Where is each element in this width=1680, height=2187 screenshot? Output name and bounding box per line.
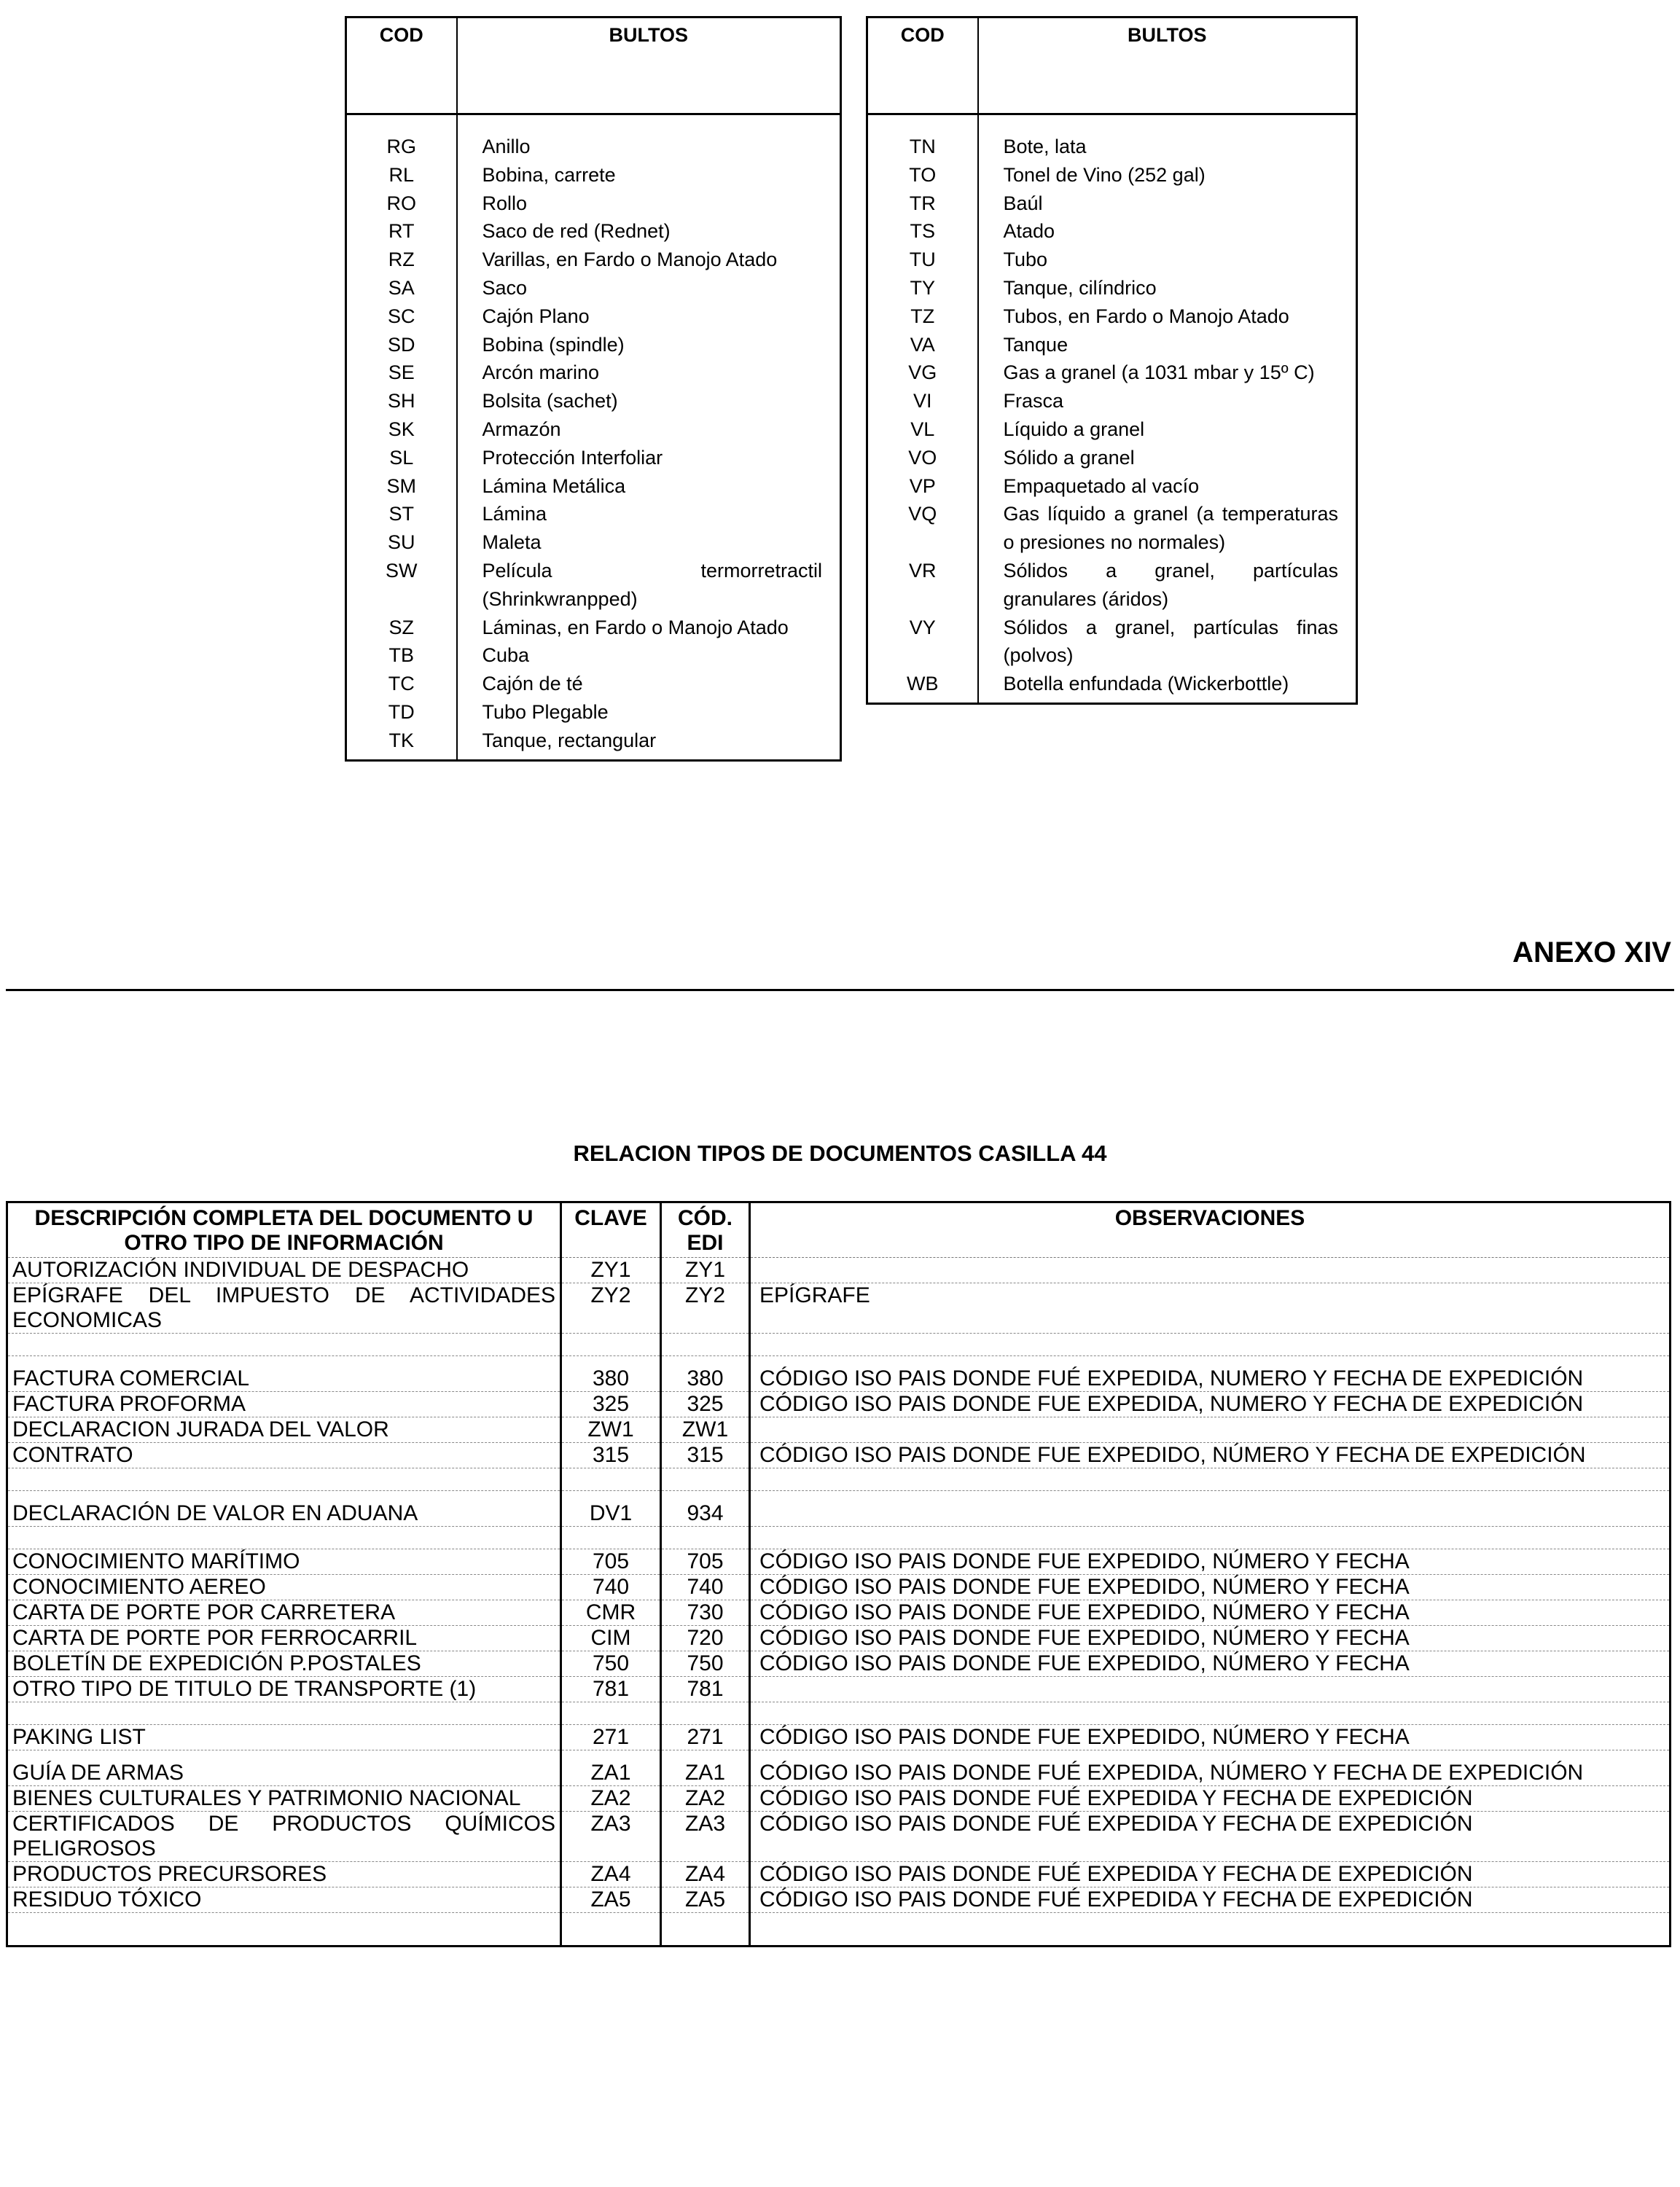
empty-cell bbox=[750, 1702, 1671, 1725]
document-description: CARTA DE PORTE POR FERROCARRIL bbox=[7, 1626, 561, 1651]
table-row bbox=[867, 670, 1357, 703]
package-description: Sólidos a granel, partículas finas (polvos) bbox=[1003, 616, 1338, 667]
table-row bbox=[346, 246, 841, 274]
table-row bbox=[7, 1626, 1671, 1651]
table-row bbox=[346, 189, 841, 218]
document-edi-code: 730 bbox=[661, 1600, 750, 1626]
package-code: VP bbox=[867, 472, 978, 501]
horizontal-rule bbox=[6, 989, 1674, 991]
package-description: Gas líquido a granel (a temperaturas o presiones no normales) bbox=[1003, 503, 1338, 554]
package-code: TS bbox=[867, 217, 978, 246]
document-edi-code: 934 bbox=[661, 1491, 750, 1527]
document-description: DECLARACION JURADA DEL VALOR bbox=[7, 1417, 561, 1443]
document-description: AUTORIZACIÓN INDIVIDUAL DE DESPACHO bbox=[7, 1258, 561, 1283]
package-code: TC bbox=[346, 670, 457, 698]
package-code: SC bbox=[346, 302, 457, 331]
table-row bbox=[346, 161, 841, 189]
empty-cell bbox=[7, 1913, 561, 1947]
empty-cell bbox=[7, 1527, 561, 1549]
document-description: BOLETÍN DE EXPEDICIÓN P.POSTALES bbox=[7, 1651, 561, 1677]
document-clave: 781 bbox=[561, 1677, 661, 1702]
table-row bbox=[346, 331, 841, 359]
table-row bbox=[867, 614, 1357, 670]
document-description: EPÍGRAFE DEL IMPUESTO DE ACTIVIDADES ECONOMICAS bbox=[7, 1283, 561, 1334]
document-clave: 325 bbox=[561, 1392, 661, 1417]
document-observations: CÓDIGO ISO PAIS DONDE FUE EXPEDIDO, NÚMERO Y FECHA DE EXPEDICIÓN bbox=[750, 1443, 1671, 1468]
table-row bbox=[7, 1549, 1671, 1575]
col-header-bultos: BULTOS bbox=[457, 17, 841, 114]
table-row bbox=[7, 1417, 1671, 1443]
document-clave: 271 bbox=[561, 1725, 661, 1750]
document-observations: CÓDIGO ISO PAIS DONDE FUE EXPEDIDO, NÚMERO Y FECHA bbox=[750, 1651, 1671, 1677]
table-row bbox=[867, 274, 1357, 302]
document-description: DECLARACIÓN DE VALOR EN ADUANA bbox=[7, 1491, 561, 1527]
package-description: Bolsita (sachet) bbox=[482, 390, 618, 412]
document-edi-code: 781 bbox=[661, 1677, 750, 1702]
table-row bbox=[346, 641, 841, 670]
package-code: TB bbox=[346, 641, 457, 670]
table-row bbox=[346, 415, 841, 444]
package-code: VY bbox=[867, 614, 978, 670]
package-description: Tanque, cilíndrico bbox=[1003, 276, 1157, 299]
document-description: CONTRATO bbox=[7, 1443, 561, 1468]
package-code: SD bbox=[346, 331, 457, 359]
package-description: Frasca bbox=[1003, 390, 1064, 412]
package-description: Cajón Plano bbox=[482, 305, 590, 327]
empty-cell bbox=[750, 1468, 1671, 1491]
document-description: PRODUCTOS PRECURSORES bbox=[7, 1862, 561, 1887]
document-description: CONOCIMIENTO MARÍTIMO bbox=[7, 1549, 561, 1575]
document-observations: CÓDIGO ISO PAIS DONDE FUÉ EXPEDIDA, NUMERO Y FECHA DE EXPEDICIÓN bbox=[750, 1356, 1671, 1392]
table-row bbox=[7, 1443, 1671, 1468]
document-observations bbox=[750, 1677, 1671, 1702]
package-description: Protección Interfoliar bbox=[482, 446, 663, 469]
package-code: VL bbox=[867, 415, 978, 444]
table-row bbox=[346, 302, 841, 331]
table-row bbox=[346, 698, 841, 727]
package-description: Líquido a granel bbox=[1003, 418, 1145, 440]
document-edi-code: 325 bbox=[661, 1392, 750, 1417]
package-code: VQ bbox=[867, 500, 978, 557]
package-code: RO bbox=[346, 189, 457, 218]
document-clave: DV1 bbox=[561, 1491, 661, 1527]
document-clave: ZA1 bbox=[561, 1750, 661, 1786]
table-row bbox=[346, 727, 841, 760]
documents-table bbox=[6, 1201, 1671, 1947]
spacer-row bbox=[7, 1702, 1671, 1725]
package-code: TN bbox=[867, 114, 978, 161]
table-row bbox=[346, 387, 841, 415]
document-edi-code: 271 bbox=[661, 1725, 750, 1750]
document-clave: 705 bbox=[561, 1549, 661, 1575]
table-row bbox=[867, 500, 1357, 557]
package-code: TY bbox=[867, 274, 978, 302]
package-code: SW bbox=[346, 557, 457, 614]
document-observations: CÓDIGO ISO PAIS DONDE FUÉ EXPEDIDA Y FECHA DE EXPEDICIÓN bbox=[750, 1786, 1671, 1812]
table-row bbox=[867, 387, 1357, 415]
empty-cell bbox=[561, 1334, 661, 1356]
package-code: RG bbox=[346, 114, 457, 161]
document-clave: ZY2 bbox=[561, 1283, 661, 1334]
package-code: TU bbox=[867, 246, 978, 274]
package-description: Sólidos a granel, partículas granulares (áridos) bbox=[1003, 559, 1338, 610]
empty-cell bbox=[661, 1334, 750, 1356]
package-code: TZ bbox=[867, 302, 978, 331]
document-description: PAKING LIST bbox=[7, 1725, 561, 1750]
package-code: SZ bbox=[346, 614, 457, 642]
document-clave: 380 bbox=[561, 1356, 661, 1392]
table-row bbox=[346, 670, 841, 698]
document-description: BIENES CULTURALES Y PATRIMONIO NACIONAL bbox=[7, 1786, 561, 1812]
document-edi-code: 380 bbox=[661, 1356, 750, 1392]
table-row bbox=[7, 1786, 1671, 1812]
package-code: TR bbox=[867, 189, 978, 218]
table-row bbox=[867, 161, 1357, 189]
package-code: WB bbox=[867, 670, 978, 703]
document-clave: ZA4 bbox=[561, 1862, 661, 1887]
spacer-row bbox=[7, 1527, 1671, 1549]
table-row bbox=[346, 528, 841, 557]
package-description: Tubo bbox=[1003, 249, 1048, 271]
package-description: Bobina (spindle) bbox=[482, 333, 625, 356]
document-edi-code: ZY2 bbox=[661, 1283, 750, 1334]
package-description: Sólido a granel bbox=[1003, 446, 1135, 469]
empty-cell bbox=[561, 1913, 661, 1947]
package-description: Cajón de té bbox=[482, 673, 583, 695]
table-row bbox=[346, 359, 841, 387]
document-clave: 740 bbox=[561, 1575, 661, 1600]
col-header-cod: COD bbox=[867, 17, 978, 114]
package-code: SA bbox=[346, 274, 457, 302]
document-observations bbox=[750, 1417, 1671, 1443]
empty-cell bbox=[561, 1527, 661, 1549]
table-row bbox=[867, 444, 1357, 472]
package-description: Botella enfundada (Wickerbottle) bbox=[1003, 673, 1289, 695]
package-description: Maleta bbox=[482, 531, 542, 554]
package-description: Tonel de Vino (252 gal) bbox=[1003, 163, 1206, 186]
empty-cell bbox=[661, 1913, 750, 1947]
package-description: Tanque, rectangular bbox=[482, 729, 657, 751]
package-code: TD bbox=[346, 698, 457, 727]
package-description: Atado bbox=[1003, 220, 1055, 243]
package-description: Película termorretractil (Shrinkwranpped) bbox=[482, 559, 822, 610]
package-code: SL bbox=[346, 444, 457, 472]
document-description: CARTA DE PORTE POR CARRETERA bbox=[7, 1600, 561, 1626]
table-row bbox=[346, 614, 841, 642]
document-edi-code: ZW1 bbox=[661, 1417, 750, 1443]
package-code: SK bbox=[346, 415, 457, 444]
empty-cell bbox=[7, 1468, 561, 1491]
package-code: RZ bbox=[346, 246, 457, 274]
document-edi-code: ZY1 bbox=[661, 1258, 750, 1283]
table-row bbox=[7, 1356, 1671, 1392]
package-code: SH bbox=[346, 387, 457, 415]
package-description: Saco bbox=[482, 276, 528, 299]
document-clave: ZA2 bbox=[561, 1786, 661, 1812]
document-observations: CÓDIGO ISO PAIS DONDE FUE EXPEDIDO, NÚMERO Y FECHA bbox=[750, 1725, 1671, 1750]
package-code: VA bbox=[867, 331, 978, 359]
spacer-row bbox=[7, 1334, 1671, 1356]
document-edi-code: 740 bbox=[661, 1575, 750, 1600]
document-description: CONOCIMIENTO AEREO bbox=[7, 1575, 561, 1600]
package-description: Lámina Metálica bbox=[482, 474, 626, 497]
document-edi-code: 705 bbox=[661, 1549, 750, 1575]
package-description: Lámina bbox=[482, 503, 547, 525]
empty-cell bbox=[750, 1334, 1671, 1356]
spacer-row bbox=[7, 1468, 1671, 1491]
document-observations: CÓDIGO ISO PAIS DONDE FUÉ EXPEDIDA Y FECHA DE EXPEDICIÓN bbox=[750, 1812, 1671, 1862]
document-description: FACTURA PROFORMA bbox=[7, 1392, 561, 1417]
document-edi-code: ZA2 bbox=[661, 1786, 750, 1812]
document-clave: ZW1 bbox=[561, 1417, 661, 1443]
document-description: OTRO TIPO DE TITULO DE TRANSPORTE (1) bbox=[7, 1677, 561, 1702]
document-clave: CMR bbox=[561, 1600, 661, 1626]
empty-cell bbox=[661, 1468, 750, 1491]
empty-cell bbox=[561, 1702, 661, 1725]
spacer-row bbox=[7, 1913, 1671, 1947]
table-row bbox=[346, 444, 841, 472]
package-code: SM bbox=[346, 472, 457, 501]
package-code: SE bbox=[346, 359, 457, 387]
document-observations: CÓDIGO ISO PAIS DONDE FUÉ EXPEDIDA Y FECHA DE EXPEDICIÓN bbox=[750, 1862, 1671, 1887]
table-row bbox=[7, 1392, 1671, 1417]
table-row bbox=[867, 472, 1357, 501]
package-code: TK bbox=[346, 727, 457, 760]
table-row bbox=[867, 415, 1357, 444]
document-edi-code: 315 bbox=[661, 1443, 750, 1468]
table-row bbox=[7, 1575, 1671, 1600]
document-observations: EPÍGRAFE bbox=[750, 1283, 1671, 1334]
document-observations bbox=[750, 1491, 1671, 1527]
package-code: TO bbox=[867, 161, 978, 189]
col-header-edi: CÓD. EDI bbox=[661, 1202, 750, 1258]
package-description: Láminas, en Fardo o Manojo Atado bbox=[482, 616, 789, 638]
package-description: Saco de red (Rednet) bbox=[482, 220, 671, 243]
package-description: Varillas, en Fardo o Manojo Atado bbox=[482, 249, 778, 271]
table-row bbox=[346, 500, 841, 528]
document-observations: CÓDIGO ISO PAIS DONDE FUE EXPEDIDO, NÚMERO Y FECHA bbox=[750, 1600, 1671, 1626]
document-edi-code: 720 bbox=[661, 1626, 750, 1651]
package-description: Armazón bbox=[482, 418, 561, 440]
table-row bbox=[7, 1600, 1671, 1626]
empty-cell bbox=[750, 1527, 1671, 1549]
document-observations: CÓDIGO ISO PAIS DONDE FUE EXPEDIDO, NÚMERO Y FECHA bbox=[750, 1575, 1671, 1600]
table-row bbox=[7, 1491, 1671, 1527]
col-header-observaciones: OBSERVACIONES bbox=[750, 1202, 1671, 1258]
table-row bbox=[7, 1862, 1671, 1887]
document-clave: ZA3 bbox=[561, 1812, 661, 1862]
table-row bbox=[867, 359, 1357, 387]
table-row bbox=[7, 1651, 1671, 1677]
document-clave: ZY1 bbox=[561, 1258, 661, 1283]
package-description: Tanque bbox=[1003, 333, 1068, 356]
document-description: CERTIFICADOS DE PRODUCTOS QUÍMICOS PELIGROSOS bbox=[7, 1812, 561, 1862]
document-observations: CÓDIGO ISO PAIS DONDE FUE EXPEDIDA, NUMERO Y FECHA DE EXPEDICIÓN bbox=[750, 1392, 1671, 1417]
document-edi-code: ZA4 bbox=[661, 1862, 750, 1887]
table-row bbox=[867, 217, 1357, 246]
package-code: RT bbox=[346, 217, 457, 246]
package-code: VI bbox=[867, 387, 978, 415]
empty-cell bbox=[7, 1702, 561, 1725]
bultos-table-left bbox=[345, 16, 842, 762]
document-clave: 750 bbox=[561, 1651, 661, 1677]
package-code: ST bbox=[346, 500, 457, 528]
empty-cell bbox=[7, 1334, 561, 1356]
table-row bbox=[7, 1677, 1671, 1702]
bultos-table-right bbox=[866, 16, 1358, 705]
package-description: Gas a granel (a 1031 mbar y 15º C) bbox=[1003, 361, 1315, 384]
document-edi-code: ZA3 bbox=[661, 1812, 750, 1862]
package-code: VO bbox=[867, 444, 978, 472]
package-description: Bobina, carrete bbox=[482, 163, 616, 186]
document-edi-code: ZA1 bbox=[661, 1750, 750, 1786]
package-code: RL bbox=[346, 161, 457, 189]
table-row bbox=[346, 274, 841, 302]
empty-cell bbox=[561, 1468, 661, 1491]
document-description: GUÍA DE ARMAS bbox=[7, 1750, 561, 1786]
table-row bbox=[346, 217, 841, 246]
package-description: Baúl bbox=[1003, 192, 1043, 214]
package-description: Cuba bbox=[482, 644, 530, 667]
table-row bbox=[7, 1812, 1671, 1862]
document-edi-code: 750 bbox=[661, 1651, 750, 1677]
table-row bbox=[7, 1887, 1671, 1913]
col-header-description: DESCRIPCIÓN COMPLETA DEL DOCUMENTO U OTRO TIPO DE INFORMACIÓN bbox=[7, 1202, 561, 1258]
document-clave: CIM bbox=[561, 1626, 661, 1651]
table-row bbox=[7, 1750, 1671, 1786]
document-observations: CÓDIGO ISO PAIS DONDE FUE EXPEDIDO, NÚMERO Y FECHA bbox=[750, 1626, 1671, 1651]
package-description: Bote, lata bbox=[1003, 136, 1087, 157]
package-description: Arcón marino bbox=[482, 361, 600, 384]
table-row bbox=[7, 1283, 1671, 1334]
col-header-bultos: BULTOS bbox=[978, 17, 1357, 114]
package-code: VR bbox=[867, 557, 978, 614]
table-row bbox=[867, 331, 1357, 359]
document-description: FACTURA COMERCIAL bbox=[7, 1356, 561, 1392]
table-row bbox=[346, 557, 841, 614]
section-heading: RELACION TIPOS DE DOCUMENTOS CASILLA 44 bbox=[573, 1141, 1107, 1166]
document-clave: ZA5 bbox=[561, 1887, 661, 1913]
package-description: Empaquetado al vacío bbox=[1003, 474, 1200, 497]
package-code: SU bbox=[346, 528, 457, 557]
document-edi-code: ZA5 bbox=[661, 1887, 750, 1913]
package-description: Anillo bbox=[482, 136, 531, 157]
empty-cell bbox=[750, 1913, 1671, 1947]
table-row bbox=[867, 246, 1357, 274]
document-clave: 315 bbox=[561, 1443, 661, 1468]
col-header-cod: COD bbox=[346, 17, 457, 114]
table-row bbox=[7, 1258, 1671, 1283]
package-code: VG bbox=[867, 359, 978, 387]
document-observations: CÓDIGO ISO PAIS DONDE FUÉ EXPEDIDA, NÚMERO Y FECHA DE EXPEDICIÓN bbox=[750, 1750, 1671, 1786]
table-row bbox=[867, 189, 1357, 218]
empty-cell bbox=[661, 1527, 750, 1549]
table-row bbox=[867, 302, 1357, 331]
table-row bbox=[867, 557, 1357, 614]
table-row bbox=[346, 114, 841, 161]
col-header-clave: CLAVE bbox=[561, 1202, 661, 1258]
table-row bbox=[346, 472, 841, 501]
package-description: Tubos, en Fardo o Manojo Atado bbox=[1003, 305, 1289, 327]
empty-cell bbox=[661, 1702, 750, 1725]
document-observations: CÓDIGO ISO PAIS DONDE FUÉ EXPEDIDA Y FECHA DE EXPEDICIÓN bbox=[750, 1887, 1671, 1913]
document-observations bbox=[750, 1258, 1671, 1283]
annex-title: ANEXO XIV bbox=[1512, 936, 1671, 969]
table-row bbox=[867, 114, 1357, 161]
package-description: Tubo Plegable bbox=[482, 700, 609, 723]
document-description: RESIDUO TÓXICO bbox=[7, 1887, 561, 1913]
package-description: Rollo bbox=[482, 192, 528, 214]
document-observations: CÓDIGO ISO PAIS DONDE FUE EXPEDIDO, NÚMERO Y FECHA bbox=[750, 1549, 1671, 1575]
table-row bbox=[7, 1725, 1671, 1750]
